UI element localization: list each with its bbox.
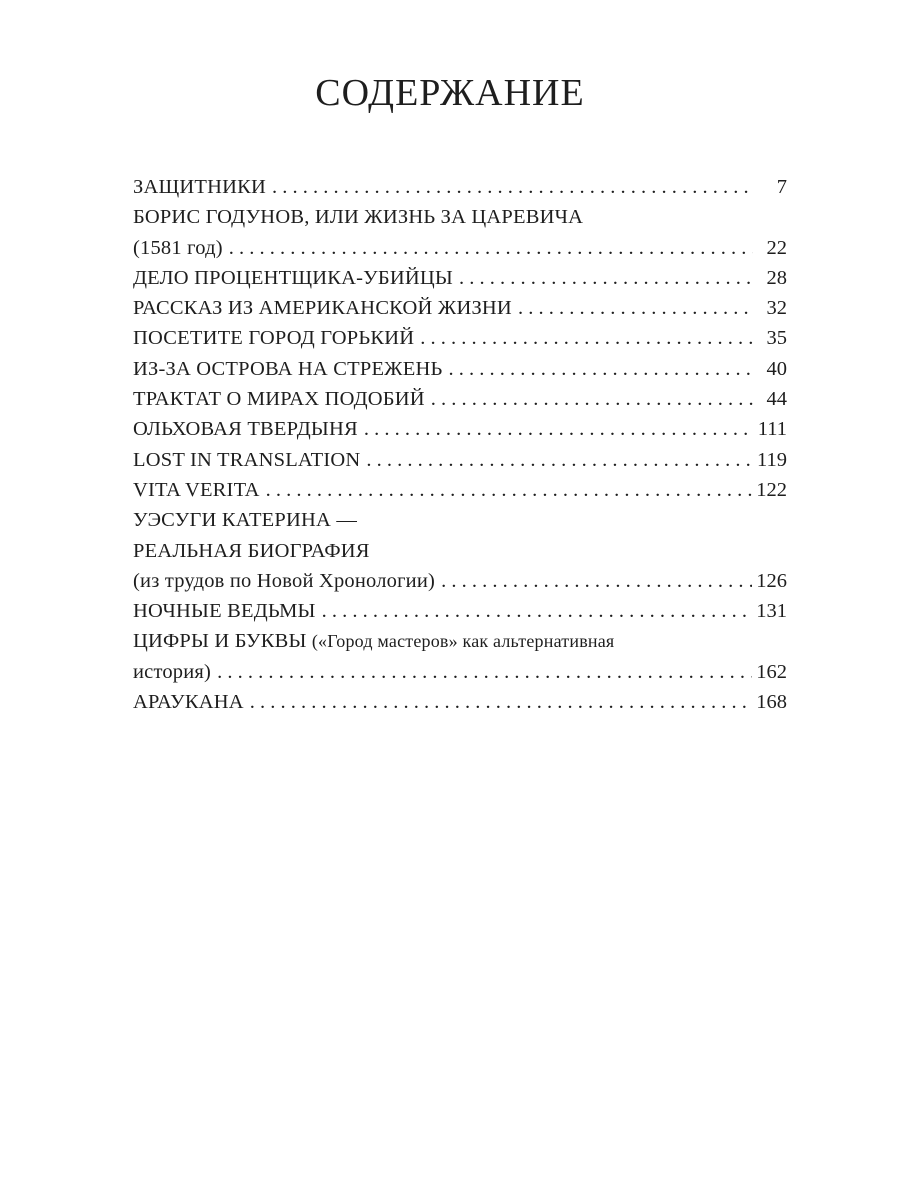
toc-entry-text: РЕАЛЬНАЯ БИОГРАФИЯ bbox=[133, 539, 370, 562]
dot-leader bbox=[250, 687, 752, 717]
toc-entry-title bbox=[133, 414, 358, 444]
toc-entry-title bbox=[133, 354, 442, 384]
toc-entry-title bbox=[133, 566, 435, 596]
toc-page-number: 28 bbox=[766, 266, 787, 289]
toc-entry-subtitle: («Город мастеров» как альтернативная bbox=[311, 631, 615, 652]
dot-leader bbox=[518, 293, 753, 323]
toc-entry-text: история) bbox=[133, 660, 212, 683]
toc-entry-line bbox=[133, 172, 787, 202]
toc-entry[interactable] bbox=[133, 384, 787, 414]
toc-entry-line bbox=[133, 354, 787, 384]
toc-entry[interactable] bbox=[133, 505, 787, 596]
toc-entry-line bbox=[133, 202, 787, 232]
dot-leader bbox=[266, 475, 753, 505]
dot-leader bbox=[366, 445, 753, 475]
toc-entry-line bbox=[133, 233, 787, 263]
toc-page-number: 40 bbox=[766, 357, 787, 380]
toc-entry[interactable] bbox=[133, 323, 787, 353]
dot-leader bbox=[441, 566, 752, 596]
toc-entry-line bbox=[133, 475, 787, 505]
toc-entry-text: ЦИФРЫ И БУКВЫ bbox=[133, 630, 307, 653]
toc-entry[interactable] bbox=[133, 596, 787, 626]
dot-leader bbox=[229, 233, 753, 263]
toc-entry-text: УЭСУГИ КАТЕРИНА — bbox=[133, 509, 358, 532]
dot-leader bbox=[322, 596, 753, 626]
dot-leader bbox=[431, 384, 753, 414]
toc-entry-title bbox=[133, 596, 316, 626]
toc-entry-title bbox=[133, 172, 266, 202]
toc-entry-title bbox=[133, 687, 244, 717]
toc-entry-line bbox=[133, 293, 787, 323]
toc-entry-title bbox=[133, 626, 787, 656]
toc-entry[interactable] bbox=[133, 354, 787, 384]
toc-title: СОДЕРЖАНИЕ bbox=[315, 72, 585, 114]
toc-entry[interactable] bbox=[133, 687, 787, 717]
toc-entry-title bbox=[133, 263, 453, 293]
toc-entry[interactable] bbox=[133, 475, 787, 505]
toc-entry-line bbox=[133, 536, 787, 566]
dot-leader bbox=[459, 263, 753, 293]
toc-entry-line bbox=[133, 323, 787, 353]
toc-page-number: 122 bbox=[756, 478, 787, 501]
toc-entry-text: LOST IN TRANSLATION bbox=[133, 448, 361, 471]
toc-entry-title bbox=[133, 202, 787, 232]
toc-entry-line bbox=[133, 657, 787, 687]
toc-entry[interactable] bbox=[133, 202, 787, 263]
toc-page-number: 7 bbox=[776, 176, 787, 198]
dot-leader bbox=[364, 414, 753, 444]
toc-entry-text: ПОСЕТИТЕ ГОРОД ГОРЬКИЙ bbox=[133, 327, 415, 350]
toc-page-number: 35 bbox=[766, 327, 787, 350]
toc-entry[interactable] bbox=[133, 445, 787, 475]
toc-entry-text: ОЛЬХОВАЯ ТВЕРДЫНЯ bbox=[133, 418, 358, 441]
toc-entry-title bbox=[133, 536, 787, 566]
toc-entry-line bbox=[133, 687, 787, 717]
toc-page-number: 119 bbox=[757, 448, 787, 471]
toc-entry-title bbox=[133, 323, 414, 353]
toc-page-number: 111 bbox=[757, 418, 787, 441]
toc-entry-title bbox=[133, 475, 260, 505]
toc-page-number: 168 bbox=[756, 691, 787, 714]
toc-entry-line bbox=[133, 566, 787, 596]
toc-entry-line bbox=[133, 414, 787, 444]
toc-entry-title bbox=[133, 657, 211, 687]
toc-entry-text: БОРИС ГОДУНОВ, ИЛИ ЖИЗНЬ ЗА ЦАРЕВИЧА bbox=[133, 206, 584, 229]
toc-page-number: 22 bbox=[766, 236, 787, 259]
dot-leader bbox=[420, 323, 753, 353]
toc-page-number: 32 bbox=[766, 297, 787, 320]
toc-entry-line bbox=[133, 263, 787, 293]
toc-entry-text: (1581 год) bbox=[133, 236, 223, 259]
toc-entry[interactable] bbox=[133, 293, 787, 323]
toc-page-number: 126 bbox=[756, 569, 787, 592]
toc-entry-text: (из трудов по Новой Хронологии) bbox=[133, 569, 436, 592]
toc-entry-line bbox=[133, 626, 787, 656]
toc-page-number: 162 bbox=[756, 660, 787, 683]
toc-entry[interactable] bbox=[133, 172, 787, 202]
toc-entry-text: ТРАКТАТ О МИРАХ ПОДОБИЙ bbox=[133, 388, 425, 411]
toc-entry-title bbox=[133, 505, 787, 535]
dot-leader bbox=[272, 172, 753, 202]
toc-entry-text: НОЧНЫЕ ВЕДЬМЫ bbox=[133, 600, 316, 623]
dot-leader bbox=[448, 354, 753, 384]
toc-entry-text: VITA VERITA bbox=[133, 478, 260, 501]
toc-entry-title bbox=[133, 445, 360, 475]
toc-entry-text: ЗАЩИТНИКИ bbox=[133, 176, 266, 198]
toc-entry-title bbox=[133, 384, 425, 414]
toc-entry-text: ДЕЛО ПРОЦЕНТЩИКА-УБИЙЦЫ bbox=[133, 266, 453, 289]
toc-entry-title bbox=[133, 233, 223, 263]
toc-entry-text: АРАУКАНА bbox=[133, 691, 244, 714]
toc-page-number: 44 bbox=[766, 388, 787, 411]
toc-entry-line bbox=[133, 445, 787, 475]
toc-entry-title bbox=[133, 293, 512, 323]
toc-entry[interactable] bbox=[133, 263, 787, 293]
dot-leader bbox=[217, 657, 752, 687]
toc-entry-text: ИЗ-ЗА ОСТРОВА НА СТРЕЖЕНЬ bbox=[133, 357, 443, 380]
toc-page-number: 131 bbox=[756, 600, 787, 623]
toc-entry-line bbox=[133, 384, 787, 414]
toc-entry-line bbox=[133, 596, 787, 626]
toc-entry[interactable] bbox=[133, 414, 787, 444]
toc-entry[interactable] bbox=[133, 626, 787, 687]
toc-entry-text: РАССКАЗ ИЗ АМЕРИКАНСКОЙ ЖИЗНИ bbox=[133, 297, 512, 320]
toc-entry-line bbox=[133, 505, 787, 535]
toc-list bbox=[133, 172, 787, 717]
